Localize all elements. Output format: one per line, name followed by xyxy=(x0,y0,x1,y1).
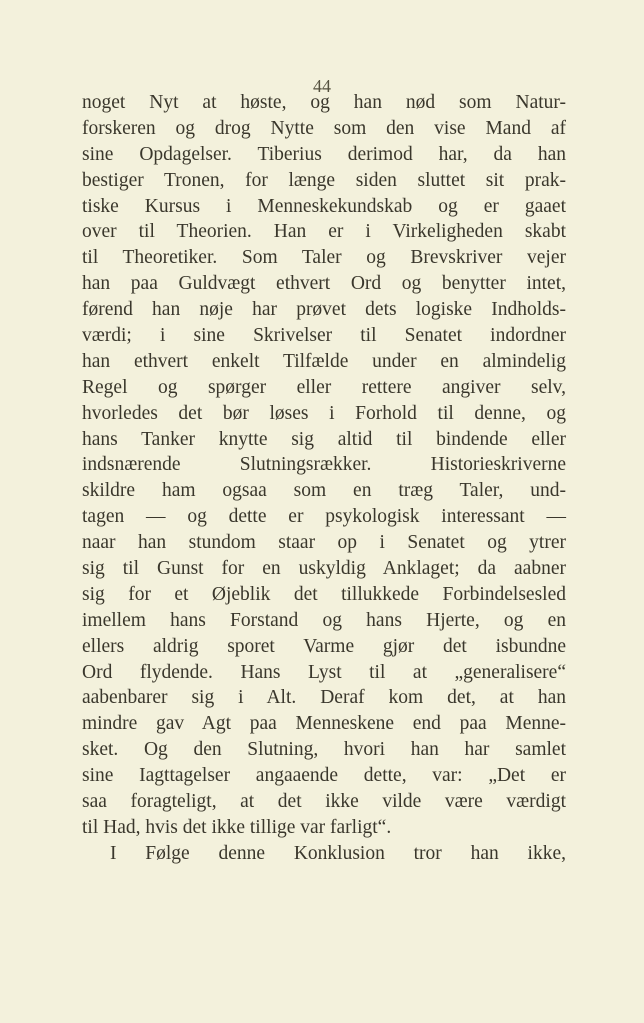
text-line: værdi; i sine Skrivelser til Senatet indordner xyxy=(82,325,566,347)
text-line: Regel og spørger eller rettere angiver selv, xyxy=(82,376,566,398)
text-line: tiske Kursus i Menneskekundskab og er gaaet xyxy=(82,195,566,217)
text-line: sket. Og den Slutning, hvori han har samlet xyxy=(82,739,566,761)
text-line: skildre ham ogsaa som en træg Taler, und- xyxy=(82,480,566,502)
text-line: over til Theorien. Han er i Virkeligheden skabt xyxy=(82,221,566,243)
text-line: han paa Guldvægt ethvert Ord og benytter intet, xyxy=(82,273,566,295)
text-line: Ord flydende. Hans Lyst til at „generalisere“ xyxy=(82,661,566,683)
text-line: ellers aldrig sporet Varme gjør det isbundne xyxy=(82,635,566,657)
text-line: hans Tanker knytte sig altid til bindende eller xyxy=(82,428,566,450)
text-line: aabenbarer sig i Alt. Deraf kom det, at han xyxy=(82,687,566,709)
text-line: naar han stundom staar op i Senatet og ytrer xyxy=(82,532,566,554)
text-line: sine Opdagelser. Tiberius derimod har, da han xyxy=(82,143,566,165)
body-text xyxy=(82,90,566,867)
text-line: til Had, hvis det ikke tillige var farligt“. xyxy=(82,816,392,838)
text-line: han ethvert enkelt Tilfælde under en almindelig xyxy=(82,350,566,372)
text-line: noget Nyt at høste, og han nød som Natur- xyxy=(82,92,566,113)
text-line: sig til Gunst for en uskyldig Anklaget; da aabner xyxy=(82,558,566,580)
page-number: 44 xyxy=(313,76,331,96)
text-line: mindre gav Agt paa Menneskene end paa Menne- xyxy=(82,713,566,735)
text-line: hvorledes det bør løses i Forhold til denne, og xyxy=(82,402,566,424)
text-line: førend han nøje har prøvet dets logiske Indholds- xyxy=(82,299,566,321)
text-line: til Theoretiker. Som Taler og Brevskriver vejer xyxy=(82,247,566,269)
text-line: sig for et Øjeblik det tillukkede Forbindelsesled xyxy=(82,583,566,605)
text-line: forskeren og drog Nytte som den vise Mand af xyxy=(82,117,566,139)
text-line: imellem hans Forstand og hans Hjerte, og en xyxy=(82,609,566,631)
text-line: saa foragteligt, at det ikke vilde være værdigt xyxy=(82,791,566,813)
text-line: sine Iagttagelser angaaende dette, var: „Det er xyxy=(82,765,566,787)
text-line: I Følge denne Konklusion tror han ikke, xyxy=(110,842,566,864)
text-line: tagen — og dette er psykologisk interessant — xyxy=(82,506,566,528)
text-line: bestiger Tronen, for længe siden sluttet sit prak- xyxy=(82,169,566,191)
text-line: indsnærende Slutningsrækker. Historieskriverne xyxy=(82,454,566,476)
